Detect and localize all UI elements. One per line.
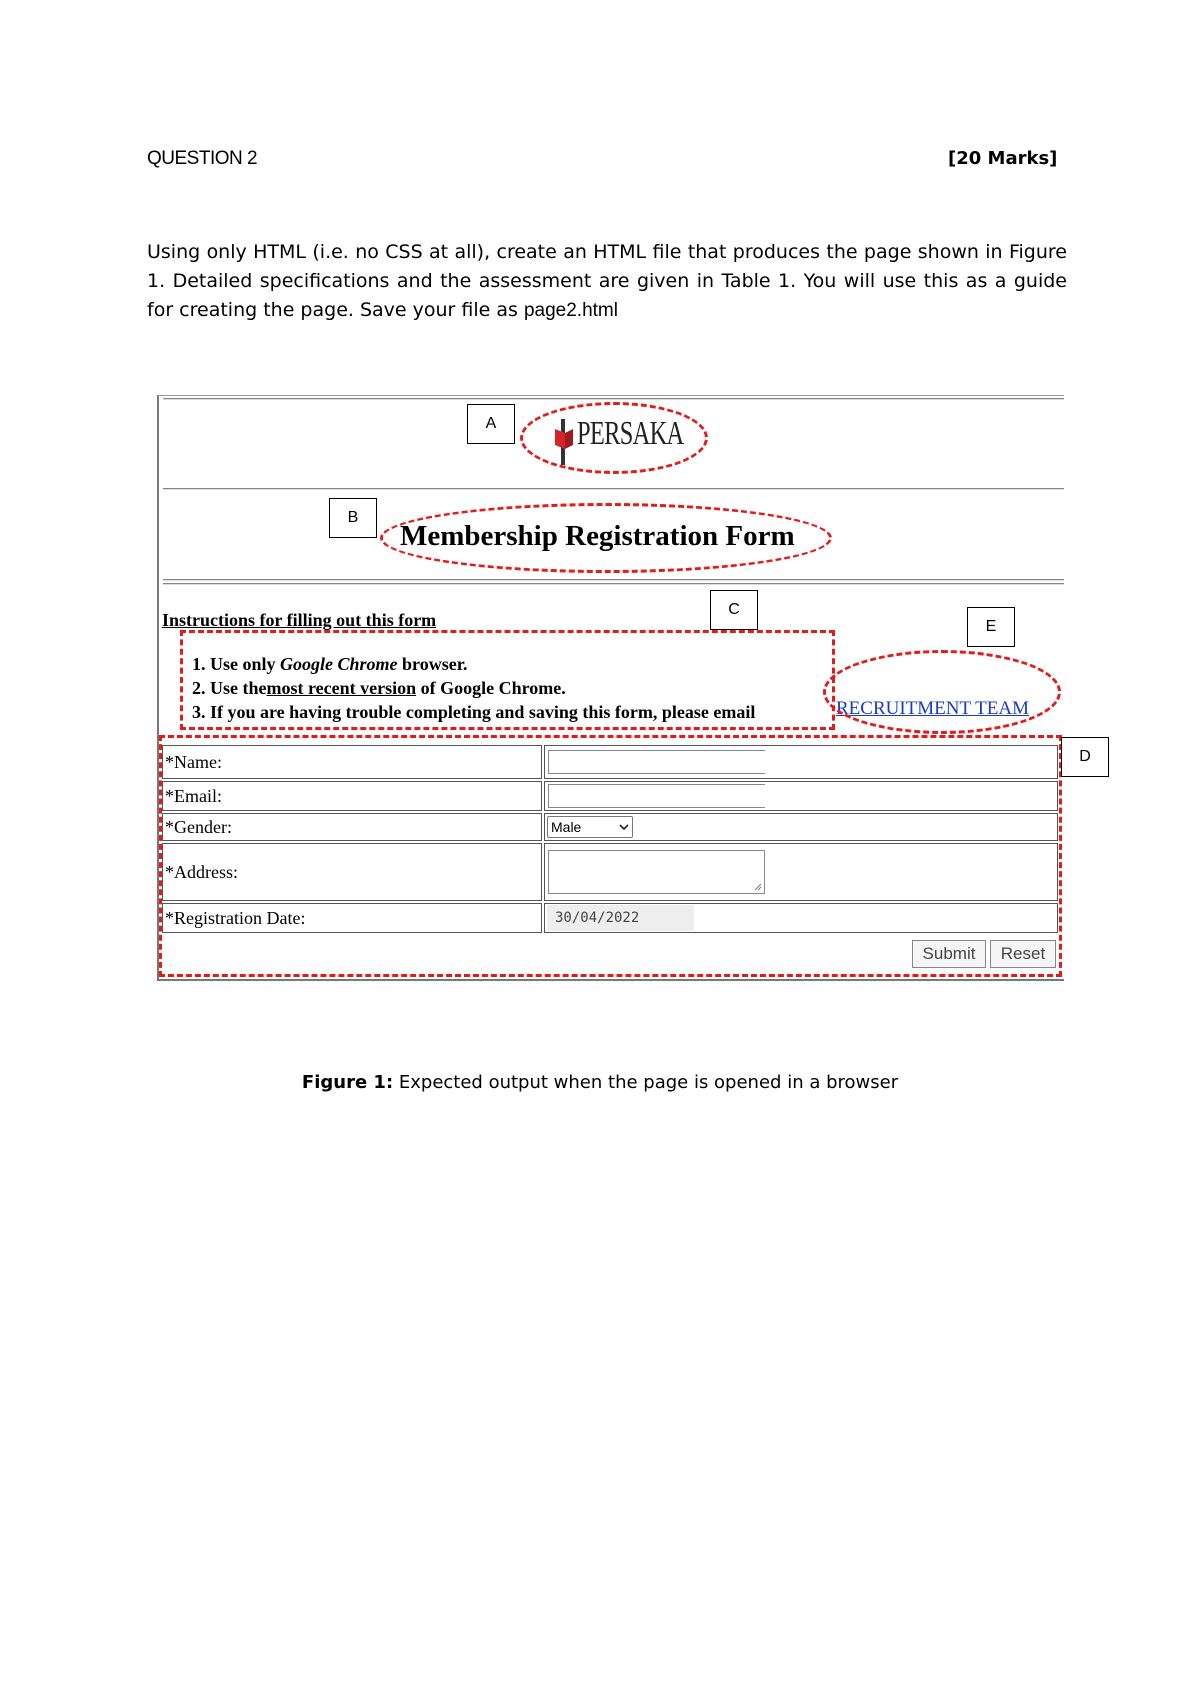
logo-text: PERSAKA bbox=[577, 415, 684, 452]
question-title: QUESTION 2 bbox=[147, 148, 258, 169]
form-title: Membership Registration Form bbox=[400, 520, 795, 552]
annotation-label-e: E bbox=[967, 607, 1015, 647]
name-label: *Name: bbox=[162, 745, 542, 779]
instr1-italic: Google Chrome bbox=[280, 654, 398, 674]
submit-button[interactable]: Submit bbox=[912, 940, 986, 968]
annotation-ellipse-e bbox=[823, 650, 1061, 734]
annotation-rect-d bbox=[159, 735, 1062, 977]
instr2-prefix: 2. Use the bbox=[192, 678, 267, 698]
annotation-rect-c bbox=[180, 630, 835, 730]
question-body bbox=[147, 238, 1067, 325]
annotation-label-a: A bbox=[467, 404, 515, 444]
address-label: *Address: bbox=[162, 843, 542, 901]
registration-date-field[interactable]: 30/04/2022 bbox=[547, 905, 694, 931]
recruitment-team-link[interactable]: RECRUITMENT TEAM bbox=[836, 698, 1029, 719]
caption-text: Expected output when the page is opened in a browser bbox=[393, 1072, 899, 1093]
annotation-label-d: D bbox=[1061, 737, 1109, 777]
gender-select-value: Male bbox=[551, 819, 582, 835]
instructions-title: Instructions for filling out this form bbox=[162, 610, 437, 630]
question-marks: [20 Marks] bbox=[948, 148, 1058, 169]
instr1-prefix: 1. Use only bbox=[192, 654, 281, 674]
annotation-label-c: C bbox=[710, 590, 758, 630]
annotation-ellipse-b bbox=[380, 503, 832, 573]
annotation-label-b: B bbox=[329, 498, 377, 538]
divider bbox=[163, 398, 1064, 400]
divider bbox=[163, 579, 1064, 581]
most-recent-version-link[interactable]: most recent version bbox=[266, 678, 417, 698]
gender-label: *Gender: bbox=[162, 813, 542, 841]
figure-caption bbox=[0, 1072, 1200, 1093]
question-filename: page2.html bbox=[523, 300, 618, 321]
email-label: *Email: bbox=[162, 781, 542, 811]
instr2-suffix: of Google Chrome. bbox=[416, 678, 566, 698]
instr1-suffix: browser. bbox=[397, 654, 468, 674]
caption-bold: Figure 1: bbox=[301, 1072, 394, 1093]
divider bbox=[163, 583, 1064, 585]
registration-date-label: *Registration Date: bbox=[162, 903, 542, 933]
reset-button[interactable]: Reset bbox=[990, 940, 1056, 968]
instr3-text: 3. If you are having trouble completing and saving this form, please email bbox=[192, 702, 756, 722]
annotation-ellipse-a bbox=[520, 402, 708, 474]
divider bbox=[163, 488, 1064, 490]
question-body-text: Using only HTML (i.e. no CSS at all), create an HTML file that produces the page shown in Figure 1. Detailed specifications and the assessment are given in Table 1. You will use this as a guide for creating the page. Save your file as bbox=[147, 241, 1067, 321]
